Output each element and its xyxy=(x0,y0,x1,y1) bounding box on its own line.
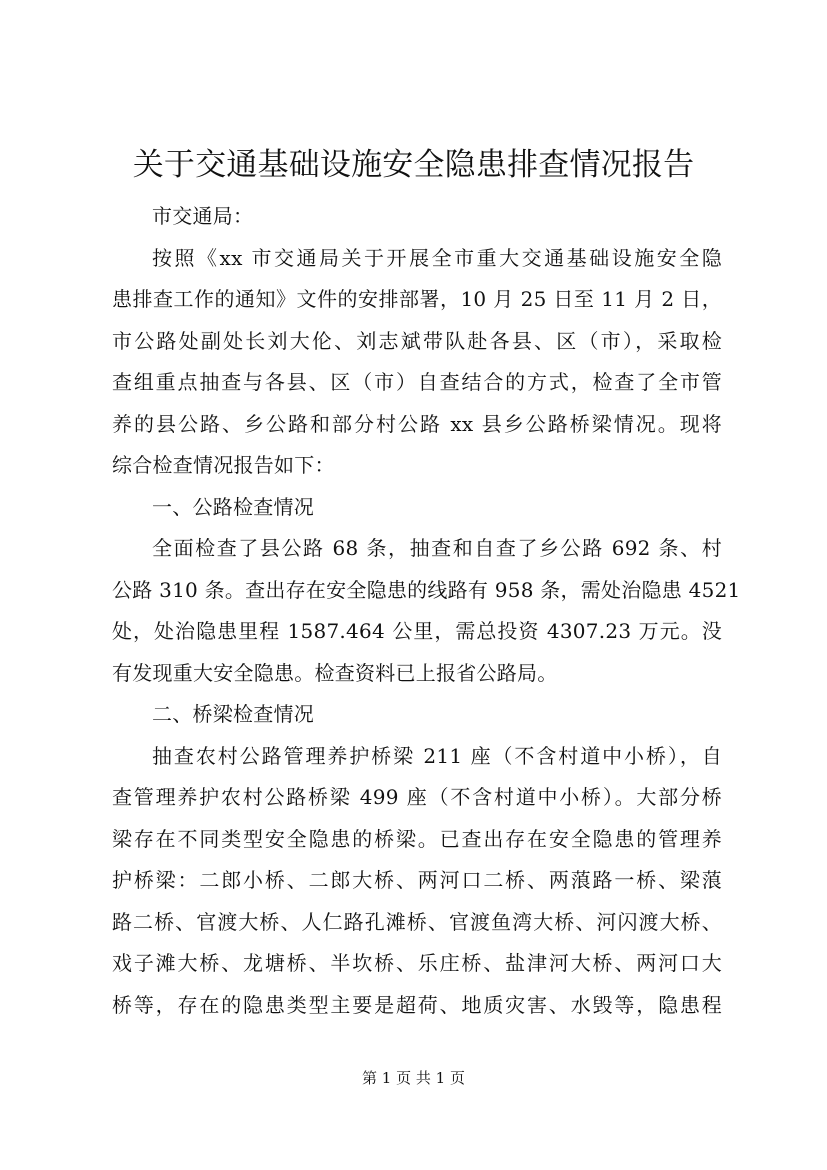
body-line: 市交通局： xyxy=(152,204,254,228)
body-line: 抽查农村公路管理养护桥梁 211 座（不含村道中小桥），自 xyxy=(152,743,722,768)
document-title: 关于交通基础设施安全隐患排查情况报告 xyxy=(132,147,695,183)
body-line: 市公路处副处长刘大伦、刘志斌带队赴各县、区（市），采取检 xyxy=(112,328,722,353)
body-line: 公路 310 条。查出存在安全隐患的线路有 958 条，需处治隐患 4521 xyxy=(112,577,741,602)
body-line: 梁存在不同类型安全隐患的桥梁。已查出存在安全隐患的管理养 xyxy=(112,826,722,851)
body-line: 查管理养护农村公路桥梁 499 座（不含村道中小桥）。大部分桥 xyxy=(112,785,722,809)
body-line: 全面检查了县公路 68 条，抽查和自查了乡公路 692 条、村 xyxy=(152,536,722,560)
section-heading: 二、桥梁检查情况 xyxy=(152,702,314,726)
body-line: 路二桥、官渡大桥、人仁路孔滩桥、官渡鱼湾大桥、河闪渡大桥、 xyxy=(112,909,722,934)
body-line: 查组重点抽查与各县、区（市）自查结合的方式，检查了全市管 xyxy=(112,370,722,394)
body-line: 按照《xx 市交通局关于开展全市重大交通基础设施安全隐 xyxy=(152,245,722,270)
body-line: 处，处治隐患里程 1587.464 公里，需总投资 4307.23 万元。没 xyxy=(112,619,722,643)
body-line: 患排查工作的通知》文件的安排部署，10 月 25 日至 11 月 2 日， xyxy=(112,287,722,311)
body-line: 护桥梁：二郎小桥、二郎大桥、两河口二桥、两蒗路一桥、梁蒗 xyxy=(112,868,722,892)
body-line: 有发现重大安全隐患。检查资料已上报省公路局。 xyxy=(112,660,558,685)
body-line: 综合检查情况报告如下： xyxy=(112,453,335,477)
body-line: 桥等，存在的隐患类型主要是超荷、地质灾害、水毁等，隐患程 xyxy=(112,992,722,1017)
page-number-footer: 第 1 页 共 1 页 xyxy=(362,1069,465,1087)
section-heading: 一、公路检查情况 xyxy=(152,494,314,519)
body-line: 养的县公路、乡公路和部分村公路 xx 县乡公路桥梁情况。现将 xyxy=(112,411,722,436)
document-body xyxy=(112,196,741,1026)
body-line: 戏子滩大桥、龙塘桥、半坎桥、乐庄桥、盐津河大桥、两河口大 xyxy=(112,951,722,975)
